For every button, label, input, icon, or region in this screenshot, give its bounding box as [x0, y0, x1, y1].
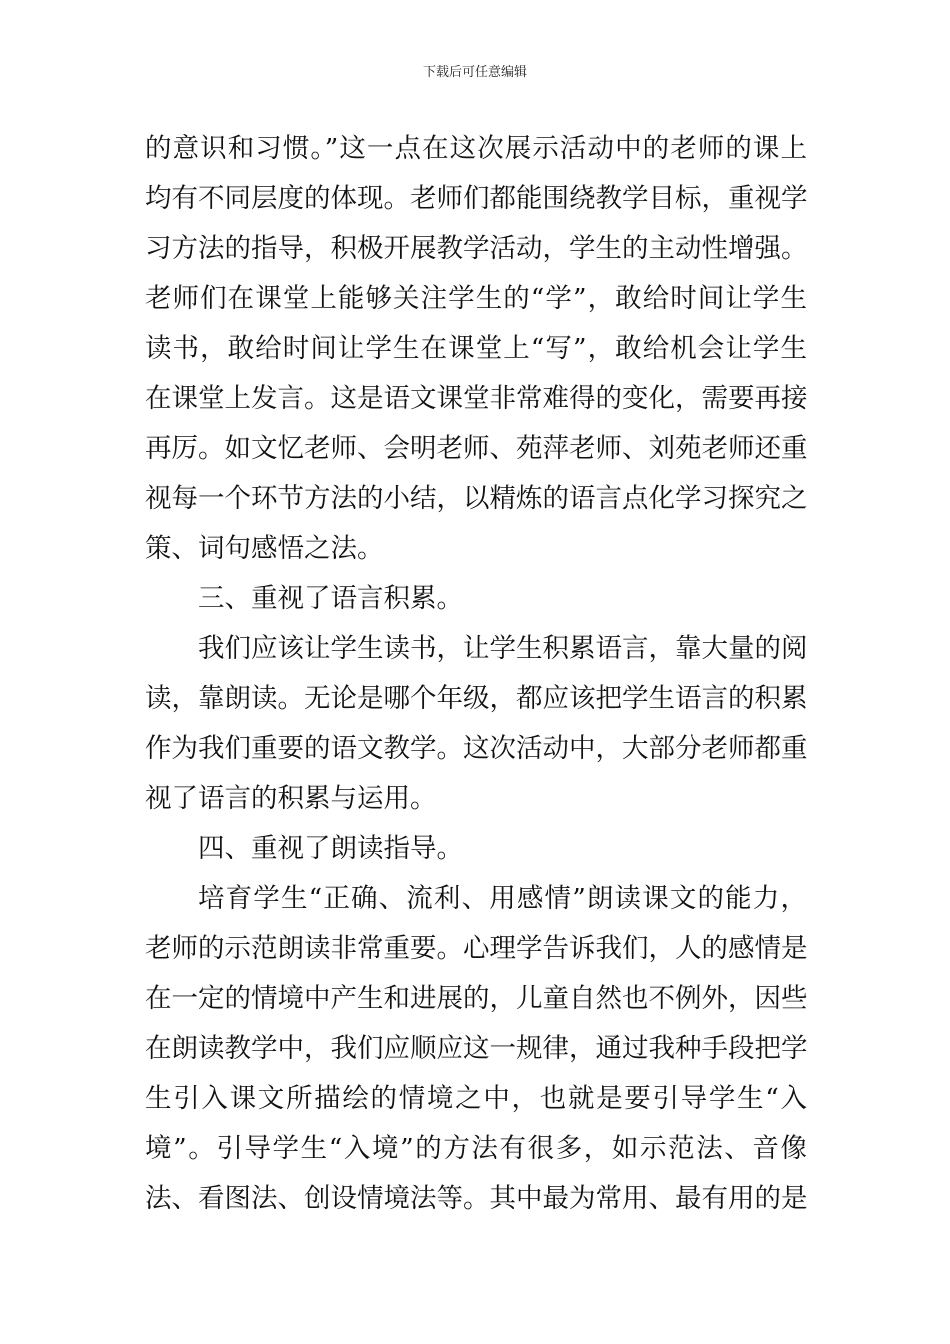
text-line-8: 视每一个环节方法的小结，以精炼的语言点化学习探究之	[145, 483, 808, 514]
text-line-3: 习方法的指导，积极开展教学活动，学生的主动性增强。	[145, 233, 808, 264]
text-line-5: 读书，敢给时间让学生在课堂上“写”，敢给机会让学生	[145, 333, 807, 364]
section-heading-3: 三、重视了语言积累。	[198, 583, 463, 614]
text-line-14: 视了语言的积累与运用。	[145, 783, 437, 814]
text-line-9: 策、词句感悟之法。	[145, 533, 384, 564]
text-line-6: 在课堂上发言。这是语文课堂非常难得的变化，需要再接	[145, 383, 808, 414]
text-line-13: 作为我们重要的语文教学。这次活动中，大部分老师都重	[145, 733, 808, 764]
text-line-1: 的意识和习惯。”这一点在这次展示活动中的老师的课上	[145, 133, 807, 164]
text-line-20: 生引入课文所描绘的情境之中，也就是要引导学生“入	[145, 1083, 807, 1114]
text-line-4: 老师们在课堂上能够关注学生的“学”，敢给时间让学生	[145, 283, 807, 314]
text-line-22: 法、看图法、创设情境法等。其中最为常用、最有用的是	[145, 1183, 808, 1214]
text-line-17: 老师的示范朗读非常重要。心理学告诉我们，人的感情是	[145, 933, 808, 964]
text-line-2: 均有不同层度的体现。老师们都能围绕教学目标，重视学	[145, 183, 808, 214]
text-line-11: 我们应该让学生读书，让学生积累语言，靠大量的阅	[198, 633, 808, 664]
page-header: 下载后可任意编辑	[422, 65, 527, 80]
document-body	[145, 124, 807, 1224]
text-line-19: 在朗读教学中，我们应顺应这一规律，通过我种手段把学	[145, 1033, 808, 1064]
text-line-16: 培育学生“正确、流利、用感情”朗读课文的能力，	[198, 883, 807, 914]
section-heading-4: 四、重视了朗读指导。	[198, 833, 463, 864]
text-line-7: 再厉。如文忆老师、会明老师、苑萍老师、刘苑老师还重	[145, 433, 808, 464]
text-line-21: 境”。引导学生“入境”的方法有很多，如示范法、音像	[145, 1133, 807, 1164]
text-line-18: 在一定的情境中产生和进展的，儿童自然也不例外，因些	[145, 983, 808, 1014]
text-line-12: 读，靠朗读。无论是哪个年级，都应该把学生语言的积累	[145, 683, 808, 714]
